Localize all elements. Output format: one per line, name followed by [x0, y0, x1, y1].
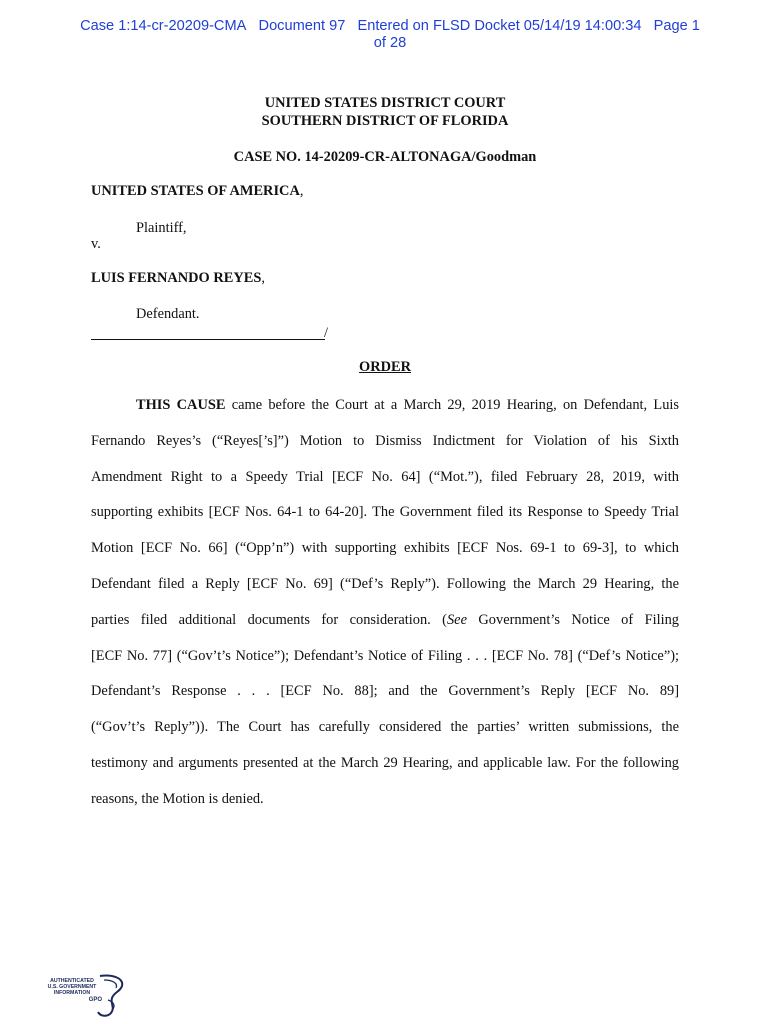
header-page-total: of 28: [373, 35, 407, 51]
header-page-number: Page 1: [653, 18, 700, 34]
versus: v.: [91, 236, 101, 252]
body-line: supporting exhibits [ECF Nos. 64-1 to 64-20]. The Government filed its Response to Speedy Trial: [91, 504, 679, 521]
order-title: ORDER: [359, 359, 411, 375]
body-line: Defendant filed a Reply [ECF No. 69] (“Def’s Reply”). Following the March 29 Hearing, the: [91, 575, 679, 592]
defendant-role: Defendant.: [136, 306, 200, 322]
defendant-comma: ,: [261, 270, 265, 286]
body-line-text: came before the Court at a March 29, 2019 Hearing, on Defendant, Luis: [225, 397, 679, 413]
body-line: Amendment Right to a Speedy Trial [ECF No. 64] (“Mot.”), filed February 28, 2019, with: [91, 468, 679, 485]
body-line: [ECF No. 77] (“Gov’t’s Notice”); Defendant’s Notice of Filing . . . [ECF No. 78] (“Def’s Notice”);: [91, 647, 679, 664]
case-number: CASE NO. 14-20209-CR-ALTONAGA/Goodman: [233, 149, 537, 165]
header-entered-date: Entered on FLSD Docket 05/14/19 14:00:34: [357, 18, 642, 34]
gpo-text-line: U.S. GOVERNMENT: [47, 984, 97, 991]
court-district: SOUTHERN DISTRICT OF FLORIDA: [261, 113, 509, 129]
defendant-name: LUIS FERNANDO REYES: [91, 270, 262, 286]
body-line: reasons, the Motion is denied.: [91, 790, 264, 807]
plaintiff-name-line: [91, 183, 303, 200]
order-body: [91, 388, 679, 818]
eagle-icon: [42, 972, 132, 1018]
gpo-text-line: AUTHENTICATED: [50, 978, 94, 984]
body-line: [91, 603, 679, 639]
body-line: Motion [ECF No. 66] (“Opp’n”) with supporting exhibits [ECF Nos. 69-1 to 69-3], to which: [91, 540, 679, 557]
defendant-name-line: [91, 270, 265, 287]
body-line-text: parties filed additional documents for consideration. (: [91, 611, 447, 628]
body-line: Fernando Reyes’s (“Reyes[’s]”) Motion to Dismiss Indictment for Violation of his Sixth: [91, 432, 679, 449]
plaintiff-comma: ,: [299, 183, 304, 199]
body-line: testimony and arguments presented at the March 29 Hearing, and applicable law. For the following: [91, 754, 679, 771]
body-line: (“Gov’t’s Reply”)). The Court has carefully considered the parties’ written submissions, the: [91, 719, 679, 736]
header-document-number: Document 97: [258, 18, 346, 34]
gpo-authentication-logo: [42, 972, 132, 1018]
caption-slash: /: [324, 325, 328, 341]
docket-header: [60, 18, 720, 52]
plaintiff-name: UNITED STATES OF AMERICA: [91, 183, 300, 199]
plaintiff-role: Plaintiff,: [136, 220, 187, 236]
body-line: [91, 388, 679, 424]
court-title: [0, 94, 770, 130]
body-line-text: Government’s Notice of Filing: [466, 611, 679, 628]
body-line: Defendant’s Response . . . [ECF No. 88]; and the Government’s Reply [ECF No. 89]: [91, 683, 679, 700]
see-signal: See: [446, 611, 467, 628]
court-name: UNITED STATES DISTRICT COURT: [264, 95, 506, 111]
gpo-text-line: INFORMATION: [53, 990, 91, 997]
caption-rule: [91, 339, 325, 340]
header-case-number: Case 1:14-cr-20209-CMA: [80, 18, 247, 34]
this-cause-lead: THIS CAUSE: [136, 397, 226, 413]
gpo-text-line: GPO: [88, 996, 102, 1003]
